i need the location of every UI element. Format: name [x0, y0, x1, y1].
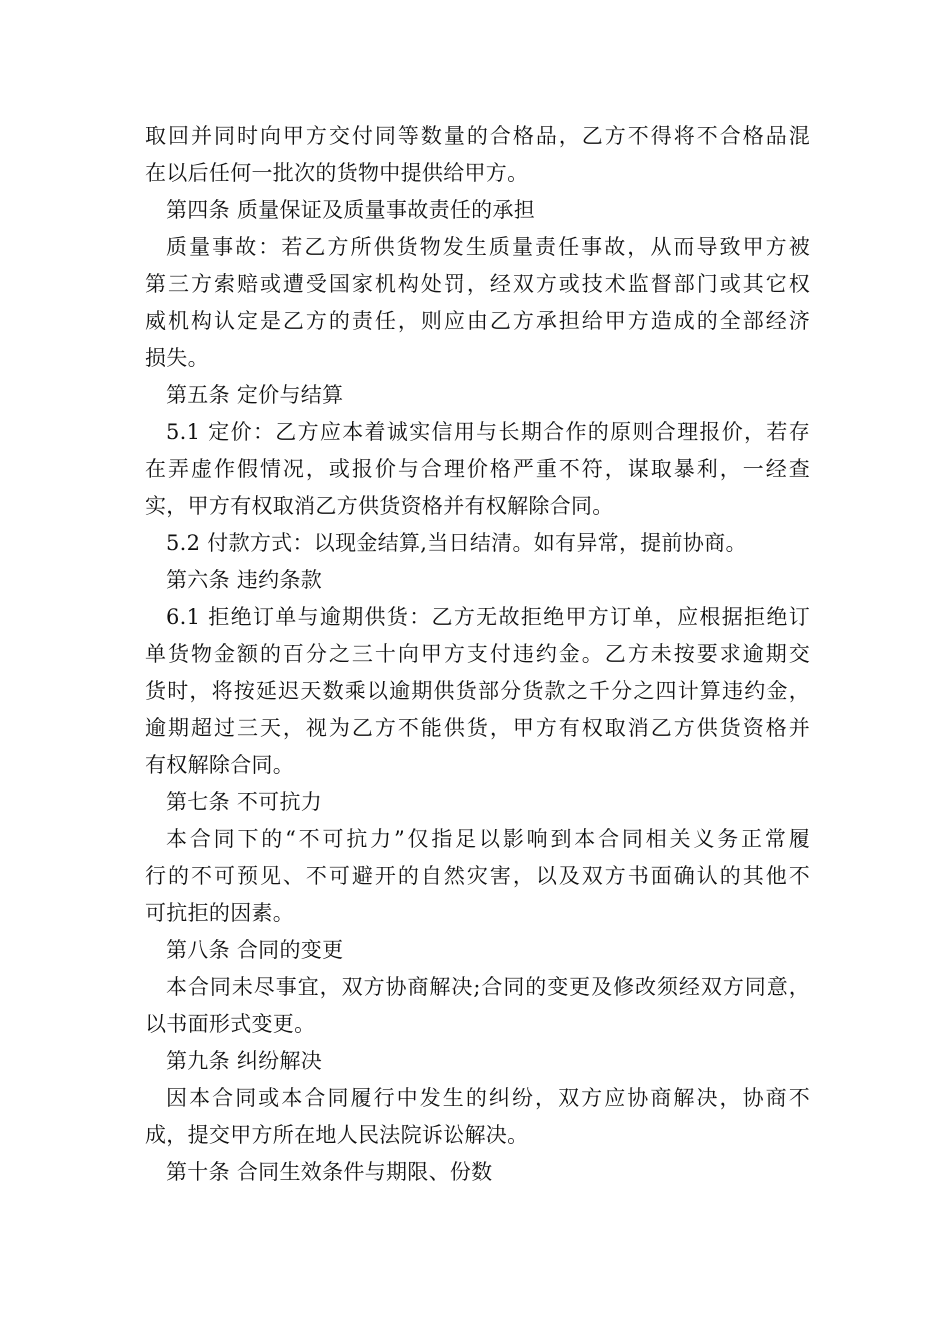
text-line: 在弄虚作假情况，或报价与合理价格严重不符，谋取暴利，一经查 — [145, 457, 810, 481]
text-line: 因本合同或本合同履行中发生的纠纷，双方应协商解决，协商不 — [166, 1086, 810, 1110]
text-line: 5.1 定价：乙方应本着诚实信用与长期合作的原则合理报价，若存 — [166, 420, 810, 444]
text-line: 威机构认定是乙方的责任，则应由乙方承担给甲方造成的全部经济 — [145, 309, 810, 333]
text-line: 行的不可预见、不可避开的自然灾害，以及双方书面确认的其他不 — [145, 864, 810, 888]
document-body — [145, 118, 810, 1191]
text-line: 可抗拒的因素。 — [145, 901, 295, 925]
text-line: 逾期超过三天，视为乙方不能供货，甲方有权取消乙方供货资格并 — [145, 716, 810, 740]
text-line: 第六条 违约条款 — [166, 568, 323, 592]
text-line: 第四条 质量保证及质量事故责任的承担 — [166, 198, 536, 222]
text-line: 6.1 拒绝订单与逾期供货：乙方无故拒绝甲方订单，应根据拒绝订 — [166, 605, 810, 629]
text-line: 成，提交甲方所在地人民法院诉讼解决。 — [145, 1123, 529, 1147]
text-line: 以书面形式变更。 — [145, 1012, 316, 1036]
text-line: 货时，将按延迟天数乘以逾期供货部分货款之千分之四计算违约金， — [145, 679, 810, 703]
text-line: 有权解除合同。 — [145, 753, 295, 777]
text-line: 本合同下的“不可抗力”仅指足以影响到本合同相关义务正常履 — [166, 827, 810, 851]
text-line: 实，甲方有权取消乙方供货资格并有权解除合同。 — [145, 494, 614, 518]
text-line: 第五条 定价与结算 — [166, 383, 344, 407]
text-line: 第九条 纠纷解决 — [166, 1049, 323, 1073]
text-line: 第三方索赔或遭受国家机构处罚，经双方或技术监督部门或其它权 — [145, 272, 810, 296]
text-line: 本合同未尽事宜，双方协商解决;合同的变更及修改须经双方同意， — [166, 975, 810, 999]
text-line: 单货物金额的百分之三十向甲方支付违约金。乙方未按要求逾期交 — [145, 642, 810, 666]
text-line: 5.2 付款方式：以现金结算,当日结清。如有异常，提前协商。 — [166, 531, 747, 555]
text-line: 第十条 合同生效条件与期限、份数 — [166, 1160, 493, 1184]
text-line: 取回并同时向甲方交付同等数量的合格品，乙方不得将不合格品混 — [145, 124, 810, 148]
text-line: 第七条 不可抗力 — [166, 790, 323, 814]
text-line: 质量事故：若乙方所供货物发生质量责任事故，从而导致甲方被 — [166, 235, 810, 259]
text-line: 在以后任何一批次的货物中提供给甲方。 — [145, 161, 529, 185]
text-line: 损失。 — [145, 346, 209, 370]
text-line: 第八条 合同的变更 — [166, 938, 344, 962]
